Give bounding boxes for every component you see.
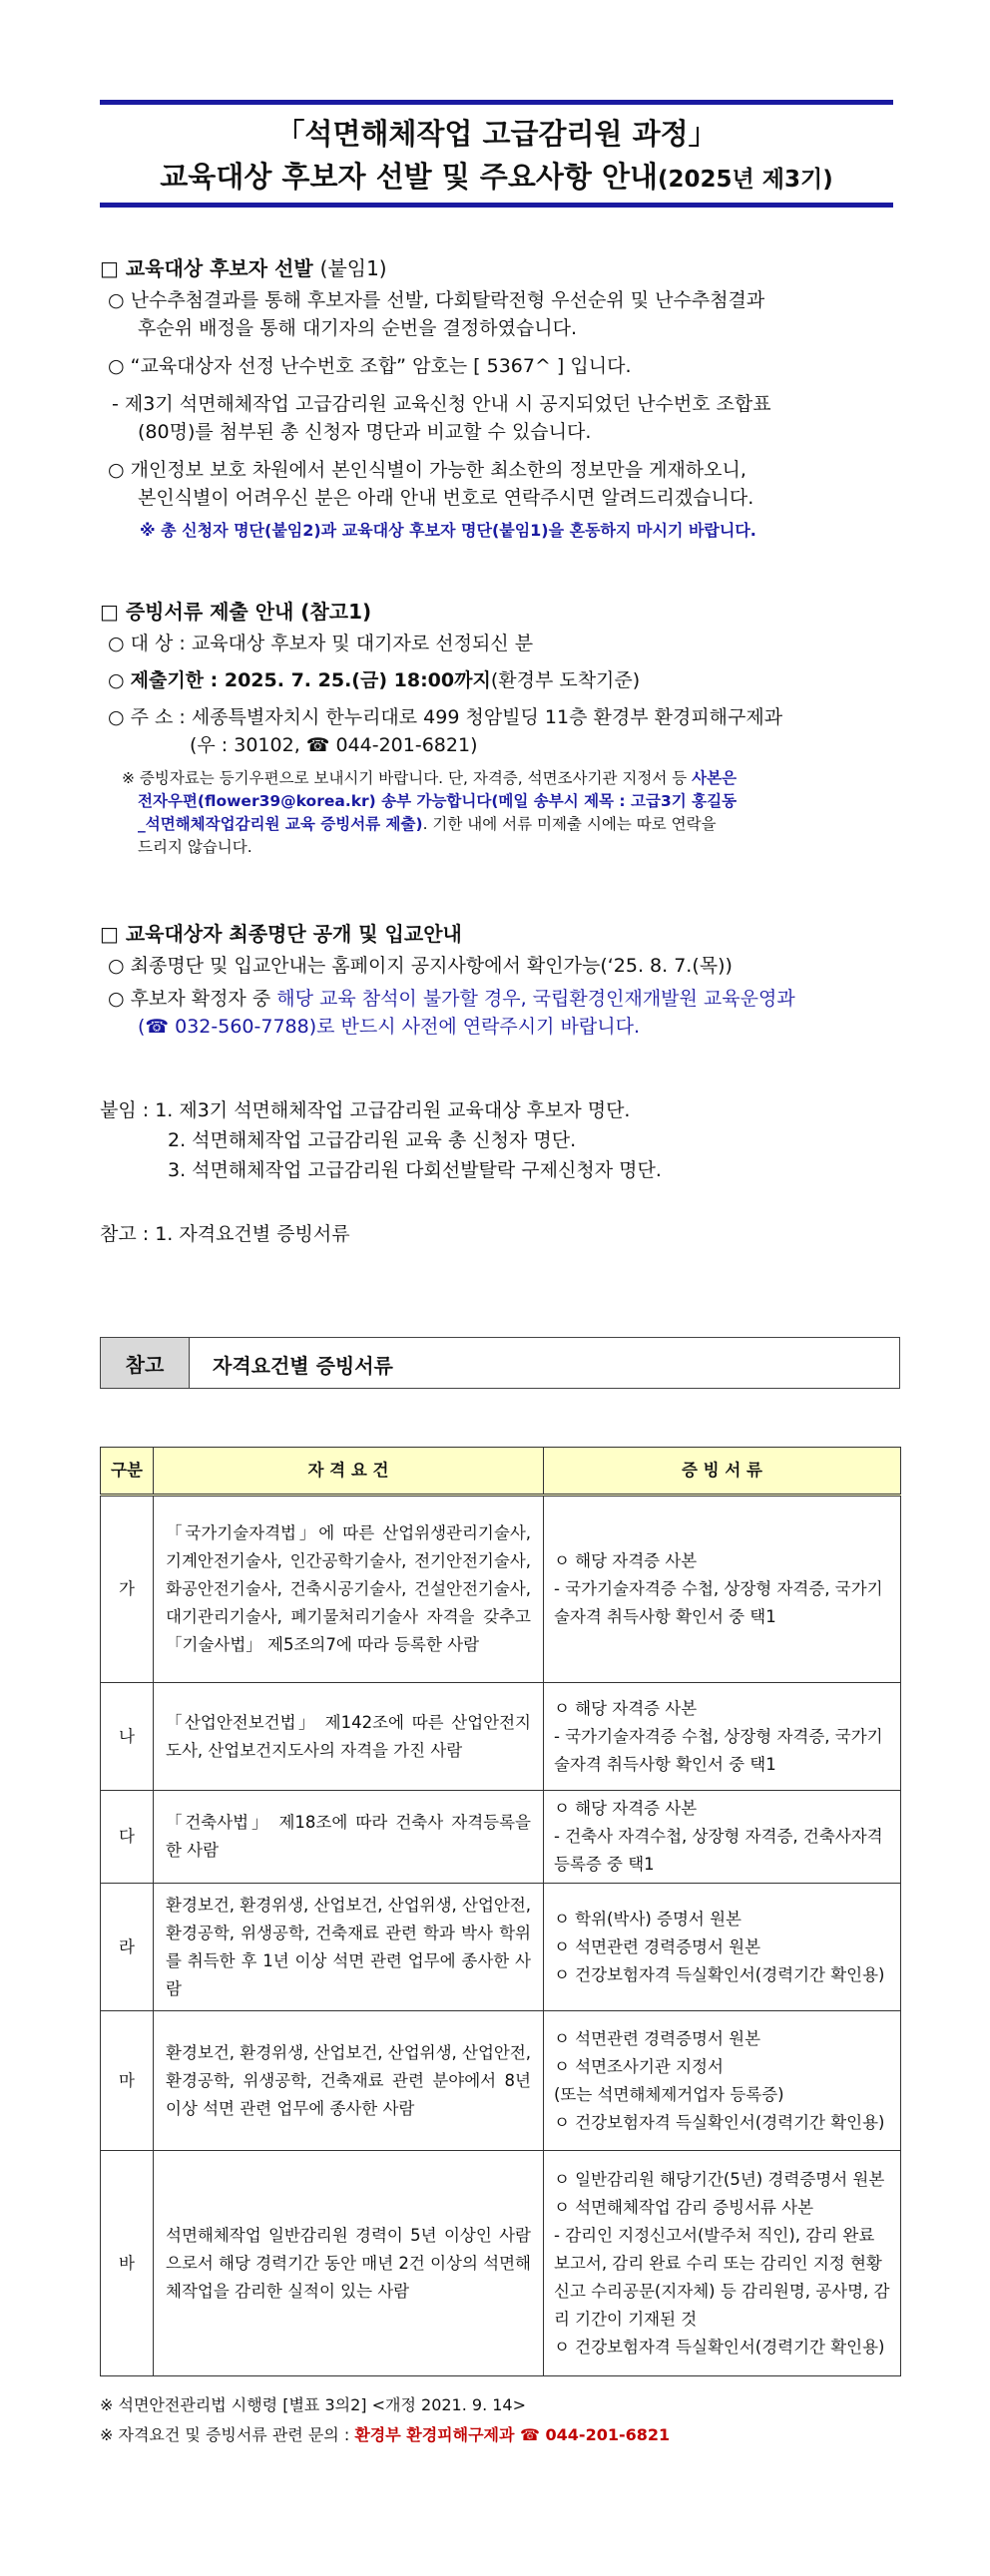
s2-deadline: ○ 제출기한 : 2025. 7. 25.(금) 18:00까지(환경부 도착기준) — [108, 669, 641, 691]
page-title-line1: 「석면해체작업 고급감리원 과정」 — [275, 117, 718, 151]
table-row — [101, 1683, 901, 1791]
s1-bullet2: ○ “교육대상자 선정 난수번호 조합” 암호는 [ 5367^ ] 입니다. — [108, 355, 632, 377]
s2-note-line1: ※ 증빙자료는 등기우편으로 보내시기 바랍니다. 단, 자격증, 석면조사기관 지정서 등 사본은 — [122, 769, 738, 787]
row-category: 라 — [101, 1884, 154, 2011]
s1-bullet3-line2: (80명)를 첨부된 총 신청자 명단과 비교할 수 있습니다. — [138, 421, 592, 443]
section-candidate-selection-heading: □ 교육대상 후보자 선발 (붙임1) — [100, 256, 387, 280]
s2-address-line2: (우 : 30102, ☎ 044-201-6821) — [190, 734, 478, 756]
attachment-2: 2. 석면해체작업 고급감리원 교육 총 신청자 명단. — [168, 1129, 577, 1151]
s1-bullet4-line2: 본인식별이 어려우신 분은 아래 안내 번호로 연락주시면 알려드리겠습니다. — [138, 487, 754, 509]
s1-bullet1-line2: 후순위 배정을 통해 대기자의 순번을 결정하였습니다. — [138, 317, 578, 339]
s3-bullet1: ○ 최종명단 및 입교안내는 홈페이지 공지사항에서 확인가능(‘25. 8. 7.(목)) — [108, 955, 733, 977]
row-requirement: 환경보건, 환경위생, 산업보건, 산업위생, 산업안전, 환경공학, 위생공학, 건축재료 관련 학과 박사 학위를 취득한 후 1년 이상 석면 관련 업무에 종사한 사람 — [154, 1884, 544, 2011]
row-documents: ㅇ 해당 자격증 사본 - 건축사 자격수첩, 상장형 자격증, 건축사자격 등록증 중 택1 — [544, 1791, 901, 1884]
s3-bullet2-line2: (☎ 032-560-7788)로 반드시 사전에 연락주시기 바랍니다. — [138, 1016, 640, 1038]
reference-title-box — [100, 1337, 900, 1389]
row-requirement: 「산업안전보건법」 제142조에 따른 산업안전지도사, 산업보건지도사의 자격을 가진 사람 — [154, 1683, 544, 1791]
col-header-documents: 증 빙 서 류 — [544, 1448, 901, 1496]
reference-title: 자격요건별 증빙서류 — [213, 1354, 393, 1378]
s2-address-line1: ○ 주 소 : 세종특별자치시 한누리대로 499 청암빌딩 11층 환경부 환경피해구제과 — [108, 706, 783, 728]
page-title-suffix: (2025년 제3기) — [658, 167, 833, 193]
row-requirement: 「건축사법」 제18조에 따라 건축사 자격등록을 한 사람 — [154, 1791, 544, 1884]
col-header-category: 구분 — [101, 1448, 154, 1496]
row-documents: ㅇ 해당 자격증 사본 - 국가기술자격증 수첩, 상장형 자격증, 국가기술자격 취득사항 확인서 중 택1 — [544, 1496, 901, 1683]
row-documents: ㅇ 학위(박사) 증명서 원본 ㅇ 석면관련 경력증명서 원본 ㅇ 건강보험자격 득실확인서(경력기간 확인용) — [544, 1884, 901, 2011]
row-category: 나 — [101, 1683, 154, 1791]
s1-bullet4-line1: ○ 개인정보 보호 차원에서 본인식별이 가능한 최소한의 정보만을 게재하오니, — [108, 459, 746, 481]
row-category: 마 — [101, 2011, 154, 2151]
section-document-submission-heading: □ 증빙서류 제출 안내 (참고1) — [100, 600, 372, 624]
footnote-law: ※ 석면안전관리법 시행령 [별표 3의2] <개정 2021. 9. 14> — [100, 2395, 527, 2414]
table-row — [101, 2151, 901, 2376]
row-requirement: 석면해체작업 일반감리원 경력이 5년 이상인 사람으로서 해당 경력기간 동안 매년 2건 이상의 석면해체작업을 감리한 실적이 있는 사람 — [154, 2151, 544, 2376]
header-top-rule — [100, 100, 893, 105]
requirements-table — [100, 1447, 901, 2376]
row-category: 바 — [101, 2151, 154, 2376]
row-documents: ㅇ 해당 자격증 사본 - 국가기술자격증 수첩, 상장형 자격증, 국가기술자격 취득사항 확인서 중 택1 — [544, 1683, 901, 1791]
footnote-contact: ※ 자격요건 및 증빙서류 관련 문의 : 환경부 환경피해구제과 ☎ 044-201-6821 — [100, 2425, 671, 2444]
s1-warning: ※ 총 신청자 명단(붙임2)과 교육대상 후보자 명단(붙임1)을 혼동하지 마시기 바랍니다. — [140, 521, 756, 540]
attachment-3: 3. 석면해체작업 고급감리원 다회선발탈락 구제신청자 명단. — [168, 1159, 662, 1181]
s2-note-line2: 전자우편(flower39@korea.kr) 송부 가능합니다(메일 송부시 제목 : 고급3기 홍길동 — [138, 792, 738, 810]
row-documents: ㅇ 석면관련 경력증명서 원본 ㅇ 석면조사기관 지정서 (또는 석면해체제거업자 등록증) ㅇ 건강보험자격 득실확인서(경력기간 확인용) — [544, 2011, 901, 2151]
table-header-row — [101, 1448, 901, 1496]
row-documents: ㅇ 일반감리원 해당기간(5년) 경력증명서 원본 ㅇ 석면해체작업 감리 증빙서류 사본 - 감리인 지정신고서(발주처 직인), 감리 완료보고서, 감리 완료 수리 또는 감리인 지정 현황 신고 수리공문(지자체) 등 감리원명, 공사명, 감리 기간이 기재된 것 ㅇ 건강보험자격 득실확인서(경력기간 확인용) — [544, 2151, 901, 2376]
s1-bullet3-line1: - 제3기 석면해체작업 고급감리원 교육신청 안내 시 공지되었던 난수번호 조합표 — [112, 393, 771, 415]
s2-target: ○ 대 상 : 교육대상 후보자 및 대기자로 선정되신 분 — [108, 633, 534, 654]
s3-bullet2-line1: ○ 후보자 확정자 중 해당 교육 참석이 불가할 경우, 국립환경인재개발원 교육운영과 — [108, 988, 795, 1010]
s2-note-line3: _석면해체작업감리원 교육 증빙서류 제출). 기한 내에 서류 미제출 시에는 따로 연락을 — [138, 815, 717, 833]
header-bottom-rule — [100, 203, 893, 208]
row-category: 가 — [101, 1496, 154, 1683]
attachment-1: 붙임 : 1. 제3기 석면해체작업 고급감리원 교육대상 후보자 명단. — [100, 1099, 631, 1121]
s2-note-line4: 드리지 않습니다. — [138, 838, 252, 856]
reference-note: 참고 : 1. 자격요건별 증빙서류 — [100, 1223, 350, 1245]
table-row — [101, 1791, 901, 1884]
section-final-list-heading: □ 교육대상자 최종명단 공개 및 입교안내 — [100, 922, 462, 946]
row-requirement: 환경보건, 환경위생, 산업보건, 산업위생, 산업안전, 환경공학, 위생공학, 건축재료 관련 분야에서 8년 이상 석면 관련 업무에 종사한 사람 — [154, 2011, 544, 2151]
page-title-line2: 교육대상 후보자 선발 및 주요사항 안내(2025년 제3기) — [160, 160, 833, 194]
table-row — [101, 2011, 901, 2151]
col-header-requirement: 자 격 요 건 — [154, 1448, 544, 1496]
reference-label: 참고 — [101, 1338, 190, 1388]
s1-bullet1-line1: ○ 난수추첨결과를 통해 후보자를 선발, 다회탈락전형 우선순위 및 난수추첨결과 — [108, 289, 765, 311]
row-requirement: 「국가기술자격법」에 따른 산업위생관리기술사, 기계안전기술사, 인간공학기술사, 전기안전기술사, 화공안전기술사, 건축시공기술사, 건설안전기술사, 대기관리기술사, 폐기물처리기술사 자격을 갖추고 「기술사법」 제5조의7에 따라 등록한 사람 — [154, 1496, 544, 1683]
row-category: 다 — [101, 1791, 154, 1884]
table-row — [101, 1884, 901, 2011]
table-row — [101, 1496, 901, 1683]
